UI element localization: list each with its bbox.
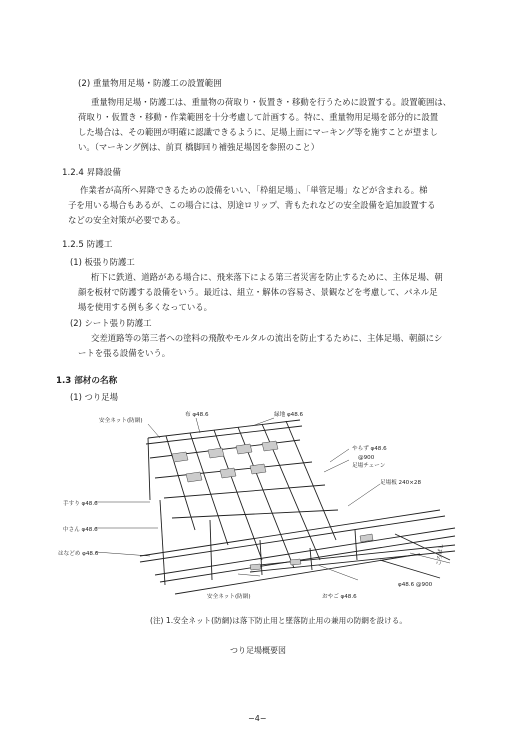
paragraph-line: ートを張る設備をいう。 (78, 348, 171, 358)
section-heading-1-3: 1.3 部材の名称 (56, 376, 118, 386)
figure-note: (注) 1.安全ネット(防網)は落下防止用と墜落防止用の兼用の防網を設ける。 (150, 616, 407, 625)
subsection-heading-suspended-scaffold: (1) つり足場 (70, 392, 119, 402)
label-safety-net-bottom: 安全ネット(防網) (207, 594, 251, 600)
scaffold-structure (140, 420, 455, 594)
label-yarazu-spacing: @900 (358, 455, 375, 461)
label-korobashi: ころばし (436, 543, 446, 567)
deck-boards (172, 441, 373, 570)
label-hanadome: はなどめ φ48.6 (58, 551, 99, 557)
section-heading-1-2-5: 1.2.5 防護工 (62, 240, 113, 250)
paragraph-line: 交差道路等の第三者への塗料の飛散やモルタルの流出を防止するために、主体足場、朝顔にシ (91, 333, 443, 343)
subsection-heading-sheet-protection: (2) シート張り防護工 (70, 318, 152, 328)
subsection-heading-board-protection: (1) 板張り防護工 (70, 257, 135, 267)
label-handrail: 手すり φ48.6 (63, 501, 98, 507)
figure-caption: つり足場概要図 (230, 646, 286, 655)
section-heading-1-2-4: 1.2.4 昇降設備 (62, 168, 121, 178)
paragraph-line: 顔を板材で防護する設備をいう。最近は、組立・解体の容易さ、景観などを考慮して、パネル足 (78, 287, 438, 297)
paragraph-line: 桁下に鉄道、道路がある場合に、飛来落下による第三者災害を防止するために、主体足場、朝 (91, 272, 443, 282)
page-number: −4− (248, 714, 267, 723)
paragraph-line: 作業者が高所へ昇降できるための設備をいい、「枠組足場」、「単管足場」などが含まれる。梯 (80, 185, 428, 195)
label-oyago: おやご φ48.6 (322, 594, 357, 600)
paragraph-line: 場を使用する例も多くなっている。 (78, 302, 212, 312)
label-scaffold-chain: 足場チェーン (352, 463, 386, 469)
label-midrail: 中さん φ48.6 (63, 527, 98, 533)
label-nuno: 布 φ48.6 (185, 412, 209, 418)
paragraph-line: 子を用いる場合もあるが、この場合には、別途ロリップ、背もたれなどの安全設備を追加設置する (68, 200, 436, 210)
paragraph-line: い。（マーキング例は、前頁 橋脚回り補強足場図を参照のこと） (78, 142, 320, 152)
paragraph-line: 荷取り・仮置き・移動・作業範囲を十分考慮して計画する。特に、重量物用足場を部分的に設置 (78, 112, 439, 122)
label-tsuchi: 緑地 φ48.6 (274, 412, 304, 418)
section-heading-heavy-scaffold: (2) 重量物用足場・防護工の設置範囲 (78, 79, 222, 89)
label-scaffold-board: 足場板 240×28 (380, 480, 422, 486)
label-safety-net-top: 安全ネット(防網) (99, 418, 143, 424)
label-yarazu: やらず φ48.6 (352, 446, 387, 452)
paragraph-line: などの安全対策が必要である。 (68, 215, 186, 225)
paragraph-line: 重量物用足場・防護工は、重量物の荷取り・仮置き・移動を行うために設置する。設置範囲は、 (91, 97, 452, 107)
label-korobashi-spec: φ48.6 @900 (398, 582, 433, 588)
paragraph-line: した場合は、その範囲が明確に認識できるように、足場上面にマーキング等を施すことが望まし (78, 127, 438, 137)
